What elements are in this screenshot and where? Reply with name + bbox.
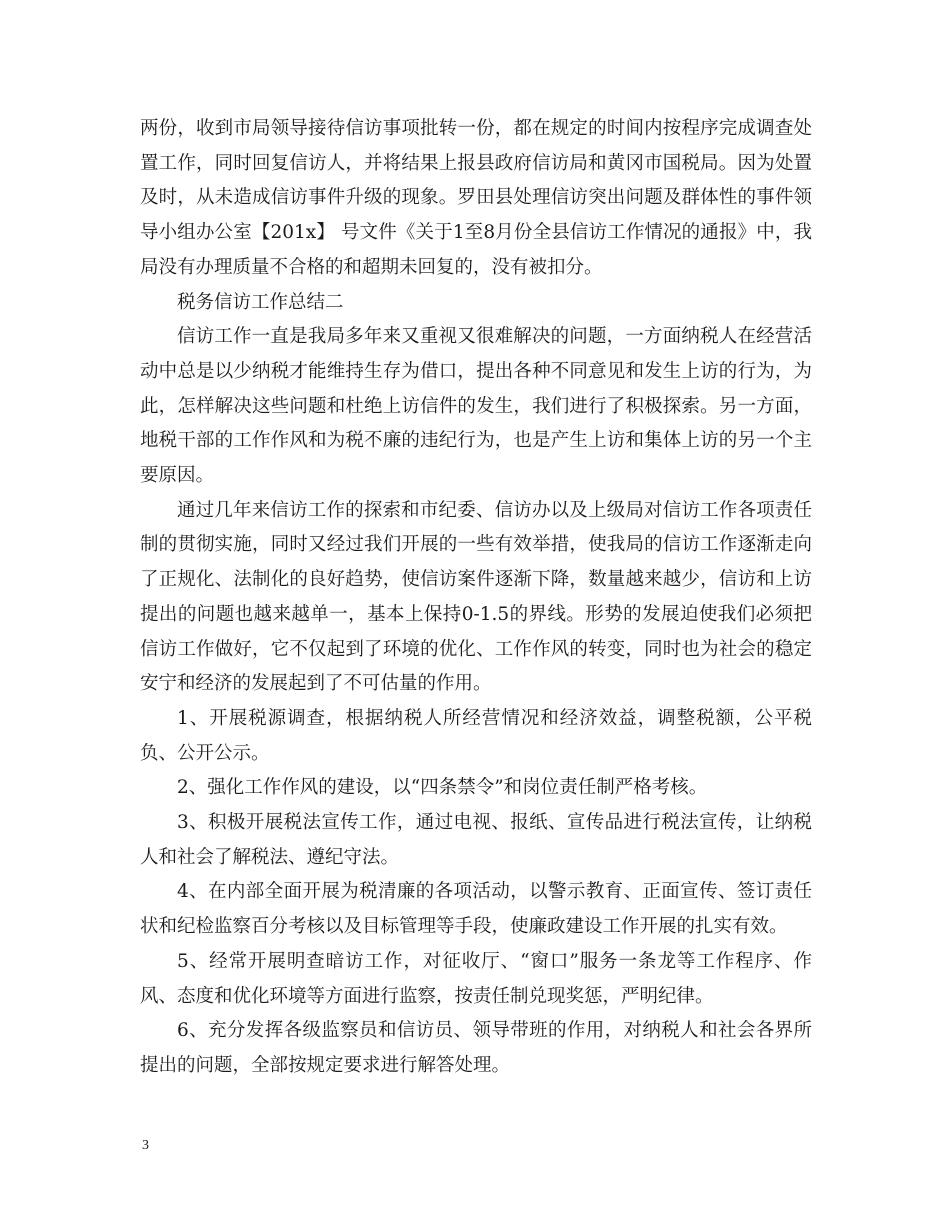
- list-item-2: 2、强化工作作风的建设，以“四条禁令”和岗位责任制严格考核。: [177, 777, 708, 799]
- paragraph-2: 信访工作一直是我局多年来又重视又很难解决的问题，一方面纳税人在经营活动中总是以少纳税才能维持生存为借口，提出各种不同意见和发生上访的行为，为此，怎样解决这些问题和杜绝上访信件的发生，我们进行了积极探索。另一方面，地税干部的工作作风和为税不廉的违纪行为，也是产生上访和集体上访的另一个主要原因。: [140, 326, 812, 487]
- list-item-5: 5、经常开展明查暗访工作，对征收厅、“窗口”服务一条龙等工作程序、作风、态度和优化环境等方面进行监察，按责任制兑现奖惩，严明纪律。: [140, 950, 812, 1007]
- page-number: 3: [142, 1138, 149, 1153]
- document-body: [140, 112, 812, 1084]
- list-item-6: 6、充分发挥各级监察员和信访员、领导带班的作用，对纳税人和社会各界所提出的问题，全部按规定要求进行解答处理。: [140, 1020, 812, 1076]
- paragraph-3: 通过几年来信访工作的探索和市纪委、信访办以及上级局对信访工作各项责任制的贯彻实施，同时又经过我们开展的一些有效举措，使我局的信访工作逐渐走向了正规化、法制化的良好趋势，使信访案件逐渐下降，数量越来越少，信访和上访提出的问题也越来越单一，基本上保持0-1.5的界线。形势的发展迫使我们必须把信访工作做好，它不仅起到了环境的优化、工作作风的转变，同时也为社会的稳定安宁和经济的发展起到了不可估量的作用。: [140, 499, 812, 695]
- paragraph-1: 两份，收到市局领导接待信访事项批转一份，都在规定的时间内按程序完成调查处置工作，同时回复信访人，并将结果上报县政府信访局和黄冈市国税局。因为处置及时，从未造成信访事件升级的现象。罗田县处理信访突出问题及群体性的事件领导小组办公室【201x】 号文件《关于1至8月份全县信访工作情况的通报》中，我局没有办理质量不合格的和超期未回复的，没有被扣分。: [140, 118, 812, 278]
- list-item-1: 1、开展税源调查，根据纳税人所经营情况和经济效益，调整税额，公平税负、公开公示。: [140, 707, 812, 764]
- list-item-3: 3、积极开展税法宣传工作，通过电视、报纸、宣传品进行税法宣传，让纳税人和社会了解税法、遵纪守法。: [140, 812, 812, 868]
- section-heading: 税务信访工作总结二: [177, 291, 344, 313]
- list-item-4: 4、在内部全面开展为税清廉的各项活动，以警示教育、正面宣传、签订责任状和纪检监察百分考核以及目标管理等手段，使廉政建设工作开展的扎实有效。: [140, 881, 812, 938]
